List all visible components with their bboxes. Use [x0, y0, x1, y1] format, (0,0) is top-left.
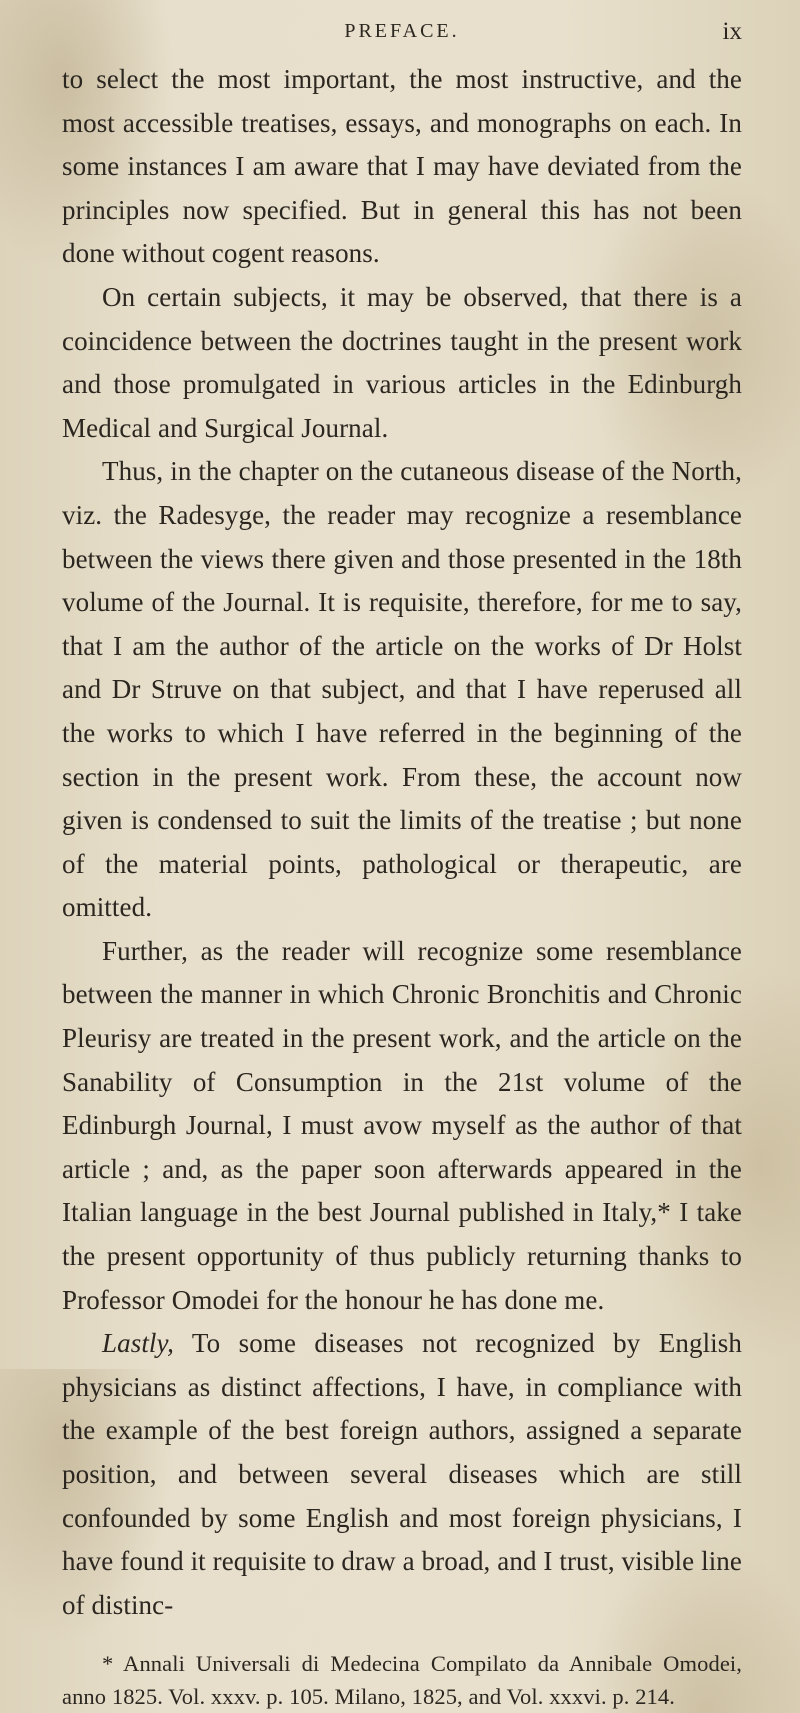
paragraph-3: Thus, in the chapter on the cutaneous disease of the North, viz. the Radesyge, the reader may recognize a resemblance between the views there given and those presented in the 18th volume of the Journal. It is requisite, therefore, for me to say, that I am the author of the article on the works of Dr Holst and Dr Struve on that subject, and that I have reperused all the works to which I have referred in the beginning of the section in the present work. From these, the account now given is condensed to suit the limits of the treatise ; but none of the material points, pathological or therapeutic, are omitted. — [62, 456, 742, 923]
paragraph-4: Further, as the reader will recognize some resemblance between the manner in which Chronic Bronchitis and Chronic Pleurisy are treated in the present work, and the article on the Sanability of Consumption in the 21st volume of the Edinburgh Journal, I must avow myself as the author of that article ; and, as the paper soon afterwards appeared in the Italian language in the best Journal published in Italy,* I take the present opportunity of thus publicly returning thanks to Professor Omodei for the honour he has done me. — [62, 935, 742, 1315]
paragraph-5 — [62, 1322, 742, 1627]
paragraph-5-text: To some diseases not recognized by English physicians as distinct affections, I have, in compliance with the example of the best foreign authors, assigned a separate position, and between several diseases which are still confounded by some English and most foreign physicians, I have found it requisite to draw a broad, and I trust, visible line of distinc- — [62, 1328, 742, 1620]
running-head-title: PREFACE. — [344, 20, 460, 42]
paragraph-5-lead: Lastly, — [102, 1328, 174, 1359]
footnote: * Annali Universali di Medecina Compilato da Annibale Omodei, anno 1825. Vol. xxxv. p. 105. Milano, 1825, and Vol. xxxvi. p. 214. — [62, 1651, 742, 1710]
paragraph-1: to select the most important, the most instructive, and the most accessible treatises, essays, and monographs on each. In some instances I am aware that I may have deviated from the principles now specified. But in general this has not been done without cogent reasons. — [62, 64, 742, 269]
page-number: ix — [722, 18, 742, 45]
running-head — [62, 14, 742, 58]
paragraph-2: On certain subjects, it may be observed, that there is a coincidence between the doctrines taught in the present work and those promulgated in various articles in the Edinburgh Medical and Surgical Journal. — [62, 281, 742, 443]
book-page — [62, 14, 742, 1713]
